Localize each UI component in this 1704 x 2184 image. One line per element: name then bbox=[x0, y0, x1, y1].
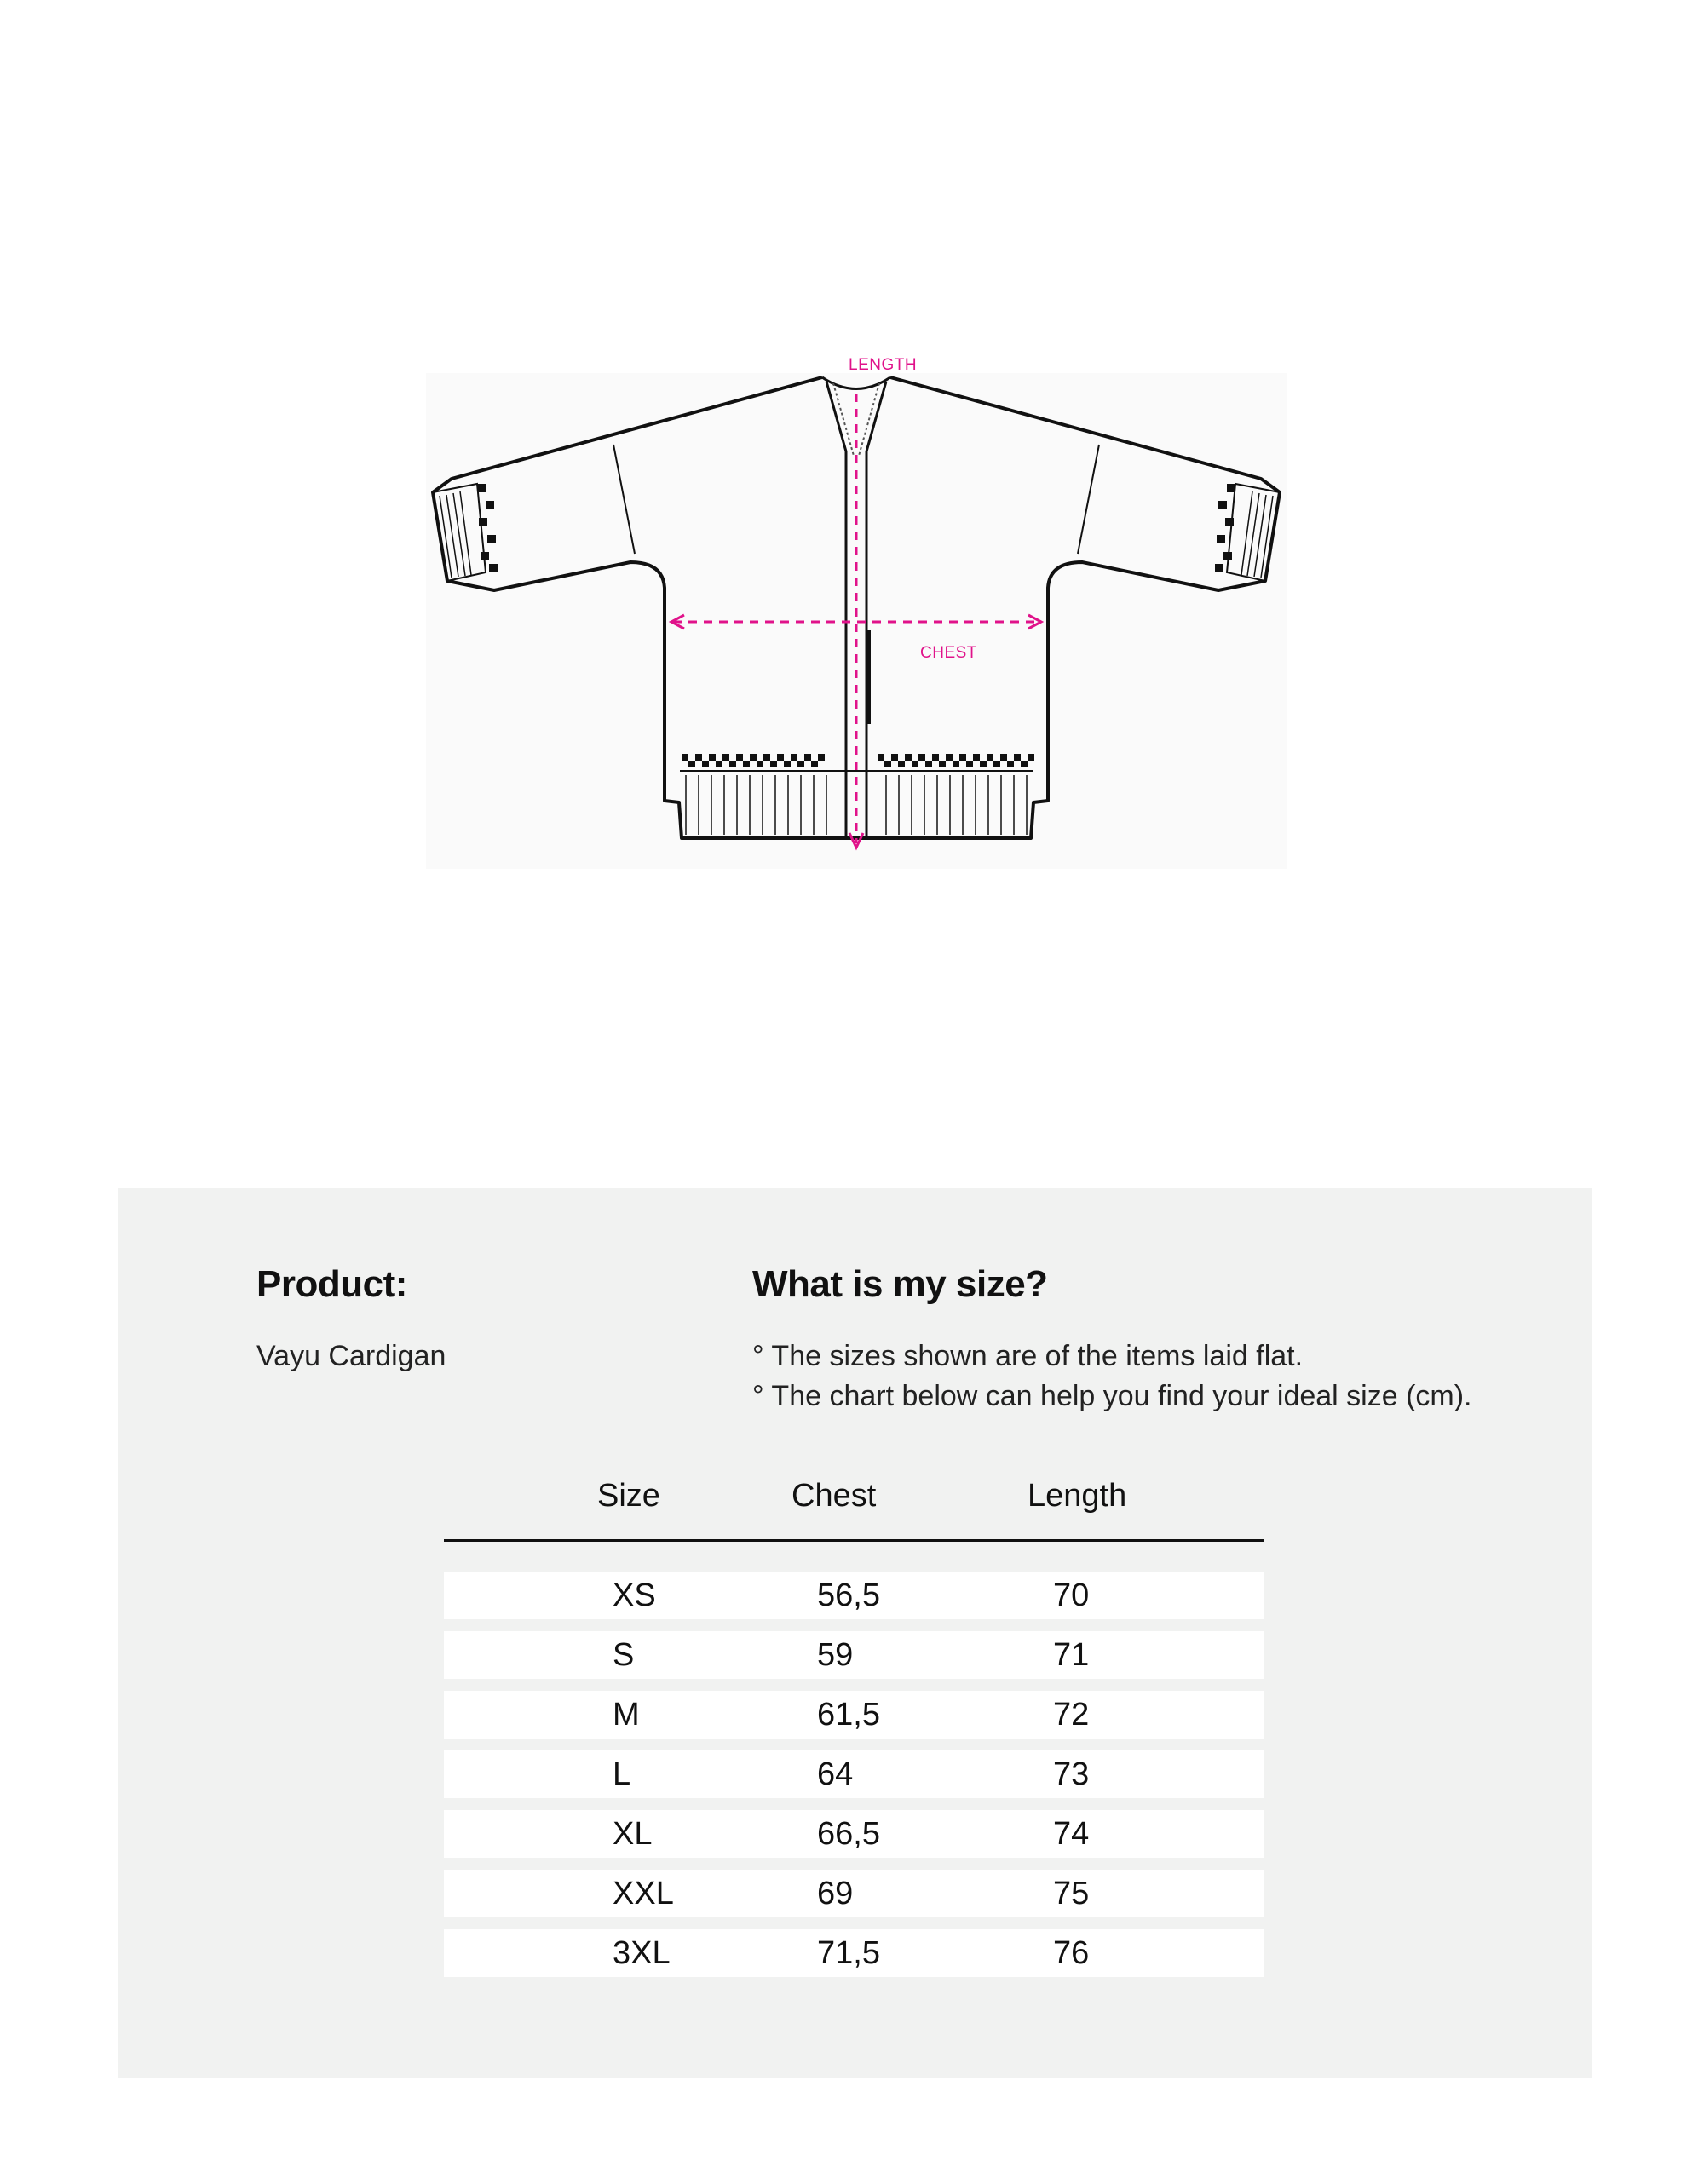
chest-cell: 59 bbox=[817, 1637, 854, 1673]
size-cell: XS bbox=[613, 1578, 656, 1613]
size-cell: XXL bbox=[613, 1876, 674, 1911]
table-row bbox=[444, 1810, 1264, 1858]
chest-cell: 66,5 bbox=[817, 1816, 880, 1852]
table-row bbox=[444, 1631, 1264, 1679]
column-header-length: Length bbox=[1028, 1478, 1127, 1514]
size-guide-heading: What is my size? bbox=[752, 1263, 1048, 1305]
size-guide-panel bbox=[118, 1188, 1592, 2078]
size-note: ° The chart below can help you find your ideal size (cm). bbox=[752, 1380, 1472, 1412]
product-name: Vayu Cardigan bbox=[256, 1340, 446, 1372]
size-cell: S bbox=[613, 1637, 635, 1673]
length-cell: 73 bbox=[1053, 1756, 1090, 1792]
chest-cell: 61,5 bbox=[817, 1697, 880, 1733]
product-heading: Product: bbox=[256, 1263, 407, 1305]
size-cell: L bbox=[613, 1756, 631, 1792]
table-row bbox=[444, 1870, 1264, 1917]
length-cell: 71 bbox=[1053, 1637, 1090, 1673]
chest-label: CHEST bbox=[920, 644, 977, 662]
table-row bbox=[444, 1929, 1264, 1977]
table-row bbox=[444, 1691, 1264, 1739]
size-note: ° The sizes shown are of the items laid flat. bbox=[752, 1340, 1304, 1372]
chest-cell: 69 bbox=[817, 1876, 854, 1911]
size-cell: 3XL bbox=[613, 1935, 671, 1971]
table-row bbox=[444, 1572, 1264, 1619]
column-header-size: Size bbox=[597, 1478, 660, 1514]
length-cell: 74 bbox=[1053, 1816, 1090, 1852]
length-cell: 70 bbox=[1053, 1578, 1090, 1613]
cardigan-drawing-icon bbox=[426, 349, 1287, 877]
size-cell: M bbox=[613, 1697, 640, 1733]
size-cell: XL bbox=[613, 1816, 653, 1852]
length-cell: 75 bbox=[1053, 1876, 1090, 1911]
length-label: LENGTH bbox=[849, 356, 918, 374]
length-cell: 72 bbox=[1053, 1697, 1090, 1733]
chest-cell: 71,5 bbox=[817, 1935, 880, 1971]
table-row bbox=[444, 1750, 1264, 1798]
chest-cell: 56,5 bbox=[817, 1578, 880, 1613]
chest-cell: 64 bbox=[817, 1756, 854, 1792]
length-cell: 76 bbox=[1053, 1935, 1090, 1971]
cardigan-flat-sketch bbox=[426, 349, 1287, 877]
column-header-chest: Chest bbox=[792, 1478, 877, 1514]
header-divider bbox=[444, 1539, 1264, 1542]
